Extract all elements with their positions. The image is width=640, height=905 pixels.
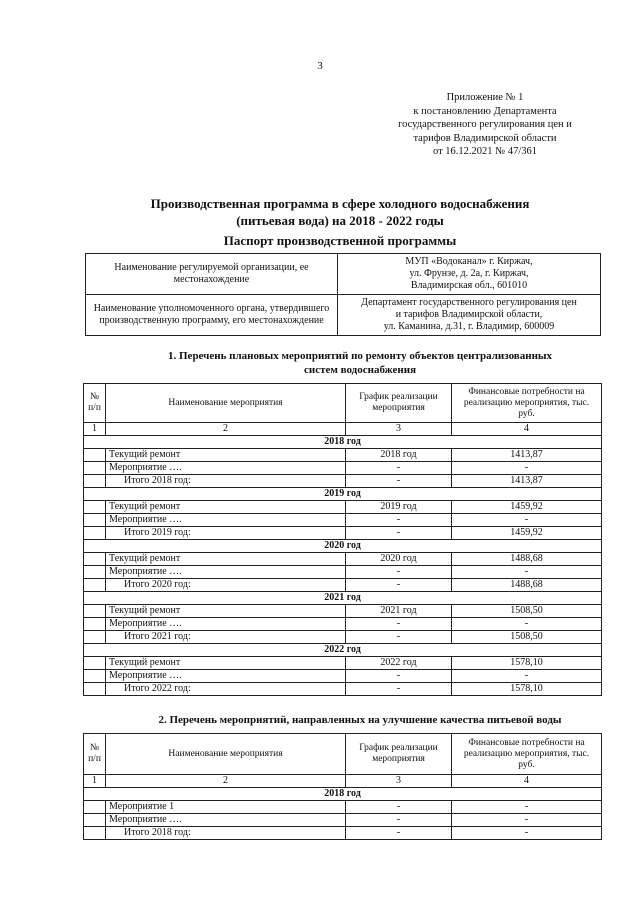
header-number: № п/п bbox=[84, 734, 106, 775]
year-label: 2018 год bbox=[84, 436, 602, 449]
header-name: Наименование мероприятия bbox=[106, 734, 346, 775]
table-row bbox=[84, 801, 602, 814]
measure-finance: 1508,50 bbox=[452, 605, 602, 618]
passport-heading: Паспорт производственной программы bbox=[223, 233, 457, 248]
measure-name: Мероприятие …. bbox=[106, 566, 346, 579]
row-number bbox=[84, 514, 106, 527]
measure-schedule: 2022 год bbox=[346, 657, 452, 670]
measure-schedule: - bbox=[346, 618, 452, 631]
table-row bbox=[84, 670, 602, 683]
table-row bbox=[84, 566, 602, 579]
table-row bbox=[84, 618, 602, 631]
header-schedule: График реализации мероприятия bbox=[346, 734, 452, 775]
measure-schedule: - bbox=[346, 814, 452, 827]
row-number bbox=[84, 683, 106, 696]
row-number bbox=[84, 501, 106, 514]
section-2-heading: 2. Перечень мероприятий, направленных на улучшение качества питьевой воды bbox=[158, 714, 562, 726]
measure-name: Итого 2019 год: bbox=[106, 527, 346, 540]
table-row bbox=[84, 814, 602, 827]
row-number bbox=[84, 462, 106, 475]
table-column-numbers-row bbox=[84, 775, 602, 788]
measure-finance: 1508,50 bbox=[452, 631, 602, 644]
measure-schedule: 2019 год bbox=[346, 501, 452, 514]
measure-finance: - bbox=[452, 801, 602, 814]
passport-org-value bbox=[338, 254, 601, 295]
measure-schedule: - bbox=[346, 827, 452, 840]
passport-authority-line-1: Департамент государственного регулирования цен bbox=[361, 297, 577, 308]
measure-name: Текущий ремонт bbox=[106, 501, 346, 514]
header-finance: Финансовые потребности на реализацию мероприятия, тыс. руб. bbox=[452, 734, 602, 775]
appendix-block bbox=[370, 91, 600, 159]
page-number: 3 bbox=[317, 60, 323, 72]
section-1-line-1: 1. Перечень плановых мероприятий по ремонту объектов централизованных bbox=[168, 350, 552, 362]
passport-authority-line-2: и тарифов Владимирской области, bbox=[395, 309, 543, 320]
measure-finance: - bbox=[452, 566, 602, 579]
row-number bbox=[84, 618, 106, 631]
column-number: 3 bbox=[346, 423, 452, 436]
measure-schedule: - bbox=[346, 670, 452, 683]
passport-table bbox=[85, 253, 601, 336]
passport-org-label: Наименование регулируемой организации, ее местонахождение bbox=[86, 254, 338, 295]
measure-name: Мероприятие 1 bbox=[106, 801, 346, 814]
measure-finance: 1459,92 bbox=[452, 501, 602, 514]
title-line-1: Производственная программа в сфере холодного водоснабжения bbox=[150, 196, 530, 211]
measure-name: Текущий ремонт bbox=[106, 553, 346, 566]
table-row bbox=[84, 501, 602, 514]
header-number: № п/п bbox=[84, 384, 106, 423]
column-number: 2 bbox=[106, 423, 346, 436]
row-number bbox=[84, 579, 106, 592]
title-line-2: (питьевая вода) на 2018 - 2022 годы bbox=[236, 213, 444, 228]
passport-row-organization bbox=[86, 254, 601, 295]
table-row bbox=[84, 827, 602, 840]
passport-org-line-1: МУП «Водоканал» г. Киржач, bbox=[405, 256, 533, 267]
table-row bbox=[84, 462, 602, 475]
measure-name: Итого 2022 год: bbox=[106, 683, 346, 696]
row-number bbox=[84, 657, 106, 670]
measure-name: Мероприятие …. bbox=[106, 618, 346, 631]
table-header-row bbox=[84, 734, 602, 775]
year-label: 2018 год bbox=[84, 788, 602, 801]
column-number: 4 bbox=[452, 775, 602, 788]
measure-finance: - bbox=[452, 814, 602, 827]
year-row bbox=[84, 592, 602, 605]
column-number: 2 bbox=[106, 775, 346, 788]
table-row bbox=[84, 579, 602, 592]
appendix-line-2: к постановлению Департамента bbox=[413, 105, 557, 117]
row-number bbox=[84, 527, 106, 540]
repair-measures-table bbox=[83, 383, 602, 696]
passport-row-authority bbox=[86, 295, 601, 336]
measure-finance: 1488,68 bbox=[452, 553, 602, 566]
measure-name: Текущий ремонт bbox=[106, 657, 346, 670]
measure-finance: - bbox=[452, 618, 602, 631]
table-row bbox=[84, 631, 602, 644]
passport-authority-line-3: ул. Каманина, д.31, г. Владимир, 600009 bbox=[383, 321, 555, 332]
section-1-heading bbox=[120, 349, 600, 377]
appendix-line-1: Приложение № 1 bbox=[446, 92, 524, 103]
table-row bbox=[84, 514, 602, 527]
row-number bbox=[84, 449, 106, 462]
measure-schedule: - bbox=[346, 527, 452, 540]
measure-finance: 1413,87 bbox=[452, 449, 602, 462]
row-number bbox=[84, 801, 106, 814]
table-row bbox=[84, 553, 602, 566]
measure-finance: - bbox=[452, 670, 602, 683]
measure-schedule: - bbox=[346, 462, 452, 475]
year-row bbox=[84, 436, 602, 449]
year-label: 2019 год bbox=[84, 488, 602, 501]
measure-schedule: - bbox=[346, 631, 452, 644]
row-number bbox=[84, 814, 106, 827]
measure-schedule: 2020 год bbox=[346, 553, 452, 566]
row-number bbox=[84, 827, 106, 840]
year-label: 2021 год bbox=[84, 592, 602, 605]
section-1-line-2: систем водоснабжения bbox=[303, 364, 417, 376]
table-row bbox=[84, 657, 602, 670]
measure-finance: 1459,92 bbox=[452, 527, 602, 540]
measure-finance: 1488,68 bbox=[452, 579, 602, 592]
measure-finance: - bbox=[452, 514, 602, 527]
measure-name: Итого 2018 год: bbox=[106, 475, 346, 488]
passport-authority-value bbox=[338, 295, 601, 336]
document-title bbox=[90, 195, 590, 229]
appendix-line-5: от 16.12.2021 № 47/361 bbox=[432, 146, 537, 157]
column-number: 4 bbox=[452, 423, 602, 436]
year-label: 2020 год bbox=[84, 540, 602, 553]
measure-schedule: - bbox=[346, 801, 452, 814]
table-row bbox=[84, 683, 602, 696]
row-number bbox=[84, 566, 106, 579]
column-number: 1 bbox=[84, 775, 106, 788]
measure-name: Итого 2020 год: bbox=[106, 579, 346, 592]
appendix-line-4: тарифов Владимирской области bbox=[413, 132, 557, 144]
year-row bbox=[84, 488, 602, 501]
header-name: Наименование мероприятия bbox=[106, 384, 346, 423]
column-number: 3 bbox=[346, 775, 452, 788]
row-number bbox=[84, 670, 106, 683]
appendix-line-3: государственного регулирования цен и bbox=[398, 119, 572, 130]
year-label: 2022 год bbox=[84, 644, 602, 657]
year-row bbox=[84, 644, 602, 657]
measure-name: Мероприятие …. bbox=[106, 462, 346, 475]
measure-name: Итого 2021 год: bbox=[106, 631, 346, 644]
passport-org-line-3: Владимирская обл., 601010 bbox=[410, 280, 528, 291]
table-row bbox=[84, 475, 602, 488]
measure-name: Текущий ремонт bbox=[106, 449, 346, 462]
row-number bbox=[84, 605, 106, 618]
measure-finance: - bbox=[452, 827, 602, 840]
header-finance: Финансовые потребности на реализацию мероприятия, тыс. руб. bbox=[452, 384, 602, 423]
passport-org-line-2: ул. Фрунзе, д. 2а, г. Киржач, bbox=[409, 268, 529, 279]
measure-name: Итого 2018 год: bbox=[106, 827, 346, 840]
table-row bbox=[84, 449, 602, 462]
measure-name: Мероприятие …. bbox=[106, 514, 346, 527]
measure-schedule: - bbox=[346, 566, 452, 579]
year-row bbox=[84, 788, 602, 801]
measure-finance: - bbox=[452, 462, 602, 475]
measure-schedule: - bbox=[346, 475, 452, 488]
measure-schedule: - bbox=[346, 683, 452, 696]
year-row bbox=[84, 540, 602, 553]
row-number bbox=[84, 475, 106, 488]
measure-schedule: 2021 год bbox=[346, 605, 452, 618]
header-schedule: График реализации мероприятия bbox=[346, 384, 452, 423]
measure-schedule: - bbox=[346, 579, 452, 592]
column-number: 1 bbox=[84, 423, 106, 436]
measure-name: Текущий ремонт bbox=[106, 605, 346, 618]
measure-finance: 1413,87 bbox=[452, 475, 602, 488]
measure-name: Мероприятие …. bbox=[106, 670, 346, 683]
measure-schedule: 2018 год bbox=[346, 449, 452, 462]
table-row bbox=[84, 605, 602, 618]
passport-authority-label: Наименование уполномоченного органа, утвердившего производственную программу, его местонахождение bbox=[86, 295, 338, 336]
measure-finance: 1578,10 bbox=[452, 657, 602, 670]
table-header-row bbox=[84, 384, 602, 423]
row-number bbox=[84, 553, 106, 566]
measure-name: Мероприятие …. bbox=[106, 814, 346, 827]
table-row bbox=[84, 527, 602, 540]
table-column-numbers-row bbox=[84, 423, 602, 436]
measure-finance: 1578,10 bbox=[452, 683, 602, 696]
row-number bbox=[84, 631, 106, 644]
water-quality-measures-table bbox=[83, 733, 602, 840]
measure-schedule: - bbox=[346, 514, 452, 527]
